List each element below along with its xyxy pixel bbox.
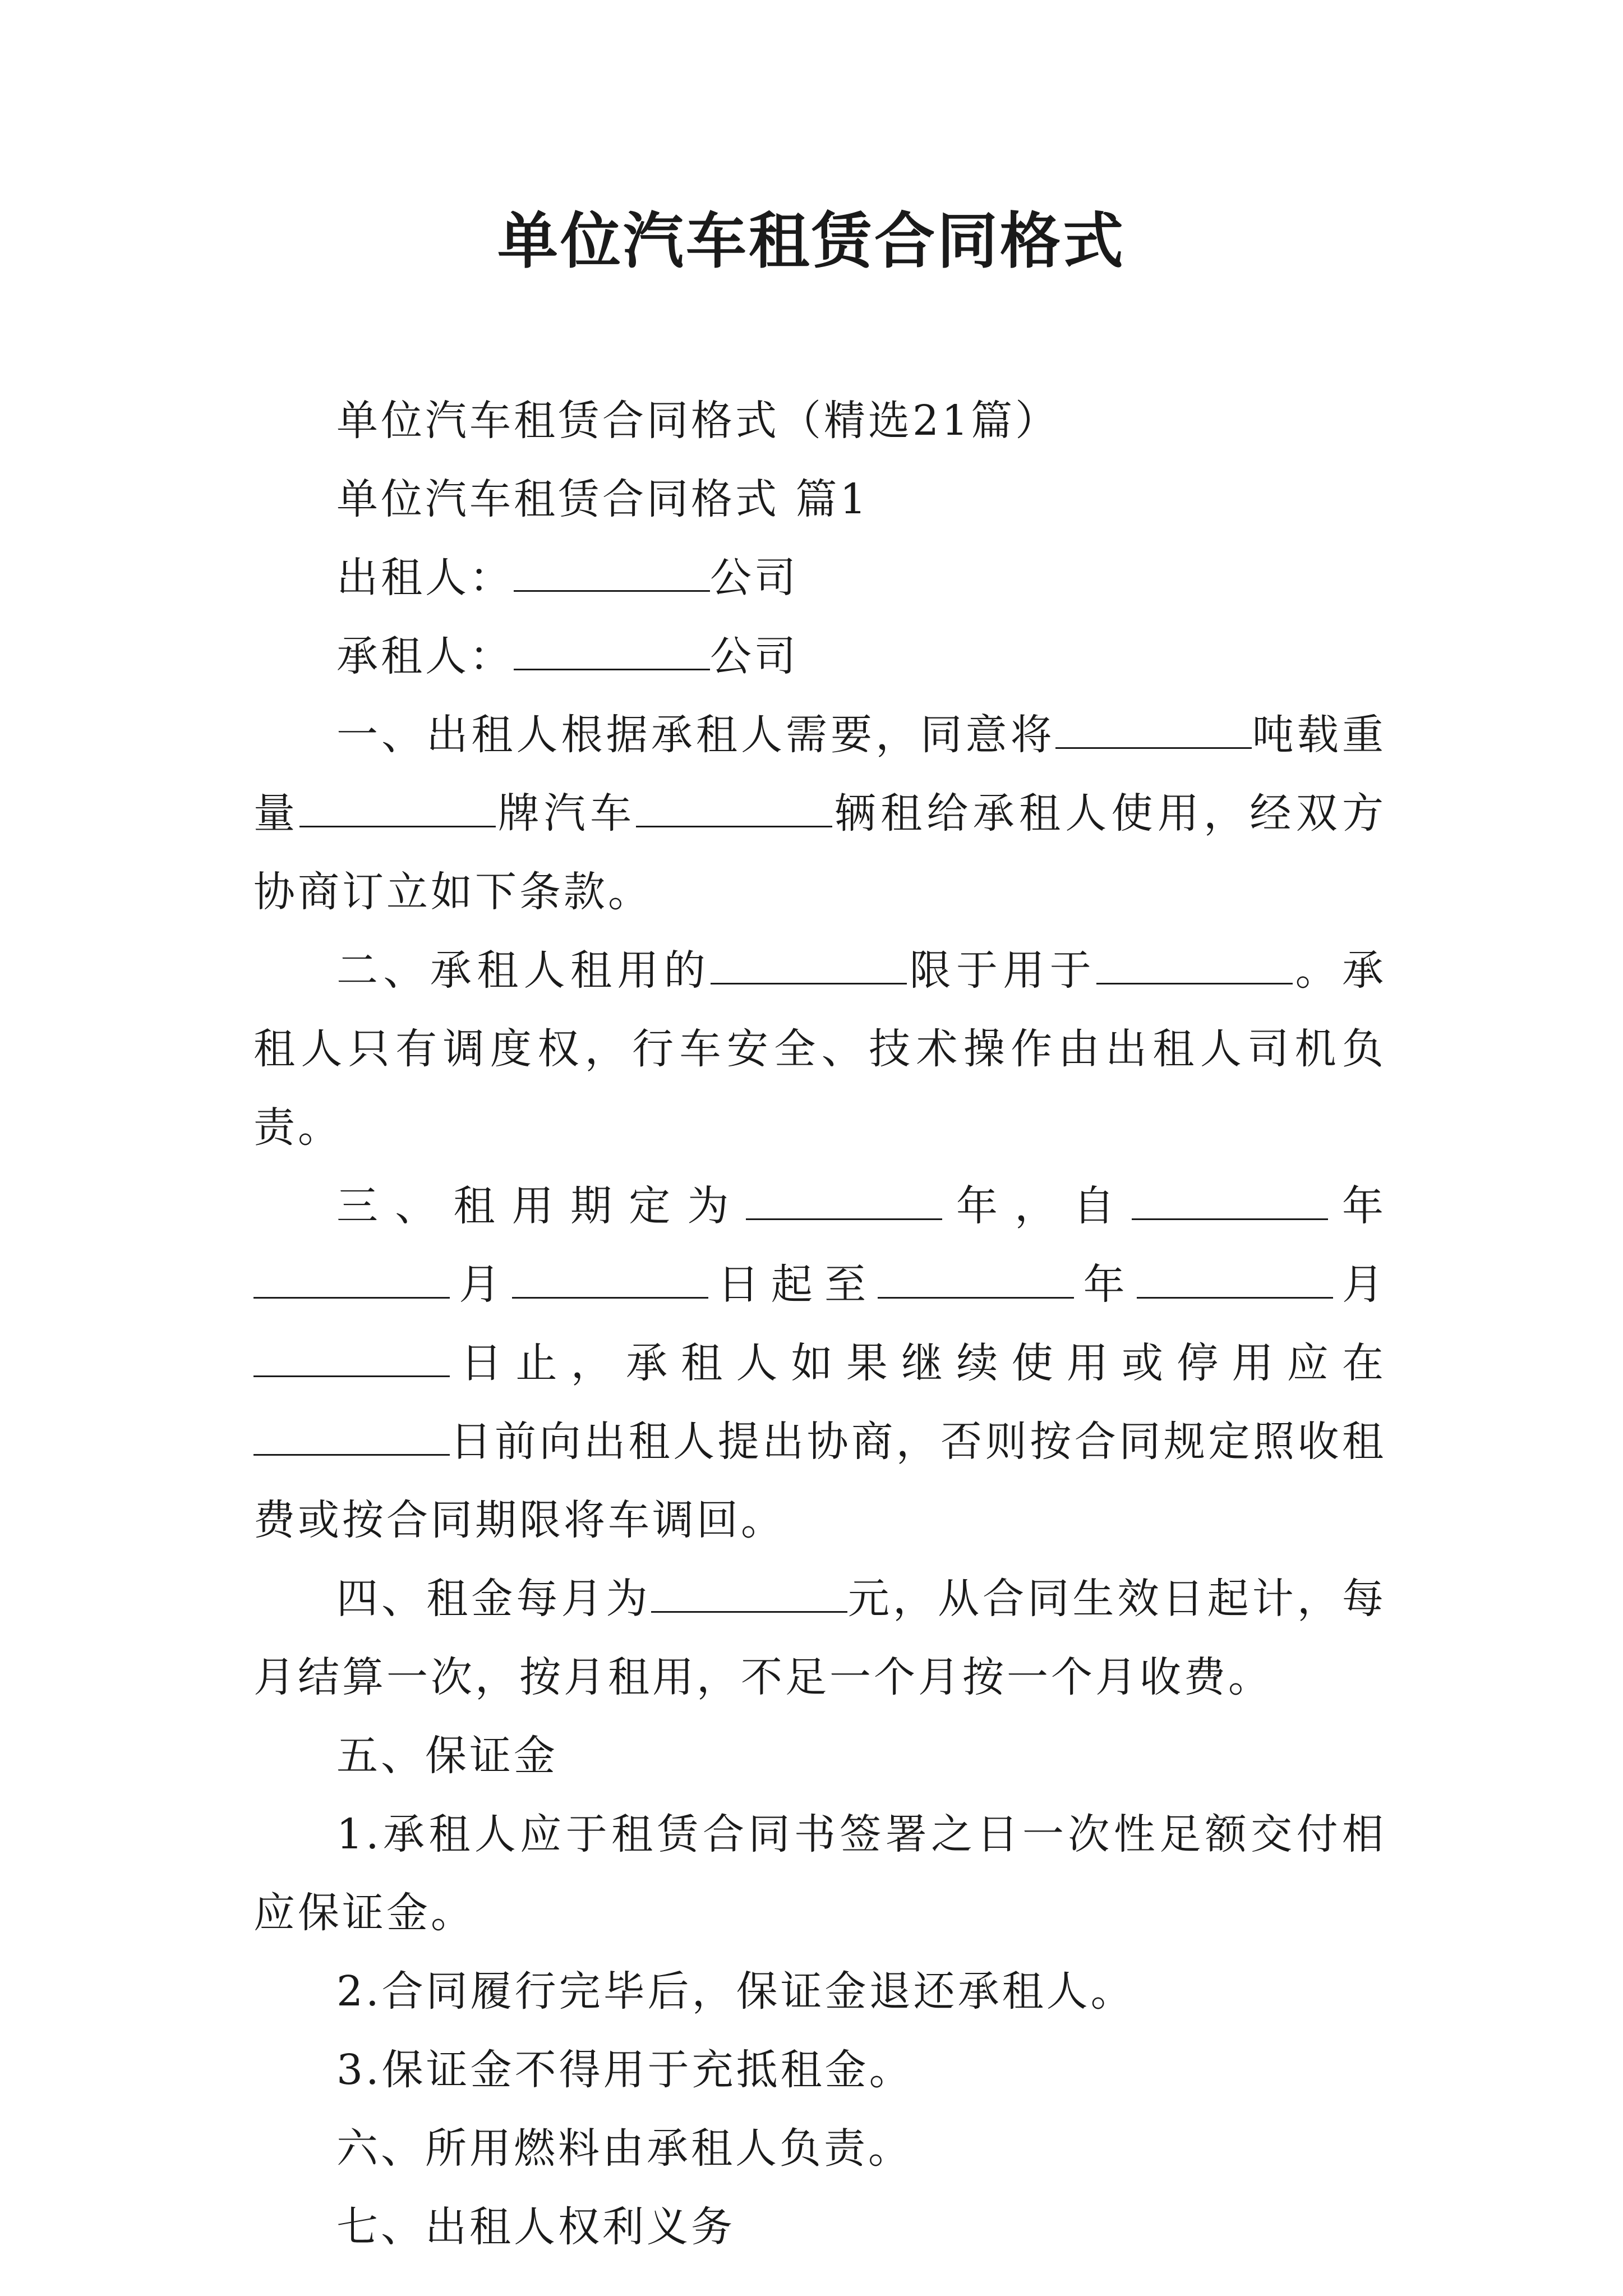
clause-5-item-2: 2.合同履行完毕后，保证金退还承租人。 — [336, 1967, 1135, 2016]
clause-3-text-g: 月 — [1332, 1260, 1387, 1309]
clause-3-blank-start-month — [253, 1254, 450, 1299]
lessor-suffix: 公司 — [710, 554, 799, 602]
document-body — [253, 381, 1386, 2266]
clause-2 — [253, 931, 1386, 1167]
lessee-suffix: 公司 — [710, 632, 799, 680]
clause-2-text-b: 限于用于 — [907, 946, 1097, 995]
section-heading: 单位汽车租赁合同格式 篇1 — [336, 475, 869, 523]
clause-3-text-h: 日止，承租人如果继续使用或停用应在 — [450, 1339, 1386, 1387]
lessee-blank — [514, 626, 710, 670]
clause-3 — [253, 1167, 1386, 1559]
clause-3-text-d: 月 — [450, 1260, 513, 1309]
clause-4-blank-rent — [651, 1568, 847, 1613]
clause-2-blank-purpose — [1096, 940, 1293, 984]
clause-4 — [253, 1559, 1386, 1717]
clause-3-blank-end-month — [1137, 1254, 1333, 1299]
clause-1-text-b: 吨载重量 — [253, 711, 1387, 838]
clause-3-text-b: 年，自 — [942, 1182, 1132, 1230]
document-subtitle: 单位汽车租赁合同格式（精选21篇） — [336, 397, 1060, 445]
clause-5-item-3: 3.保证金不得用于充抵租金。 — [336, 2046, 914, 2094]
clause-3-text-f: 年 — [1074, 1260, 1137, 1309]
clause-4-text-b: 元，从合同生效日起计，每月结算一次，按月租用，不足一个月按一个月收费。 — [253, 1575, 1387, 1701]
clause-5-heading: 五、保证金 — [336, 1732, 558, 1780]
clause-1-text-d: 辆租给承租人使用，经双方协商订立如下条款。 — [253, 789, 1387, 916]
clause-3-blank-notice — [253, 1411, 450, 1456]
clause-2-text-c: 。承租人只有调度权，行车安全、技术操作由出租人司机负责。 — [253, 946, 1387, 1152]
clause-3-blank-end-year — [878, 1254, 1074, 1299]
lessor-blank — [514, 547, 710, 592]
clause-3-blank-start-year — [1132, 1176, 1328, 1220]
clause-3-text-a: 三、租用期定为 — [336, 1182, 746, 1230]
clause-3-blank-term — [746, 1176, 942, 1220]
clause-1-blank-count — [636, 783, 832, 827]
clause-1-text-c: 牌汽车 — [496, 789, 637, 838]
clause-3-text-e: 日起至 — [708, 1260, 878, 1309]
lessee-line — [253, 617, 1386, 696]
clause-7-heading: 七、出租人权利义务 — [336, 2203, 735, 2251]
lessor-label: 出租人： — [336, 554, 514, 602]
lessee-label: 承租人： — [336, 632, 514, 680]
document-title: 单位汽车租赁合同格式 — [497, 206, 1126, 277]
clause-1-text-a: 一、出租人根据承租人需要，同意将 — [336, 711, 1055, 759]
clause-2-blank-vehicle — [711, 940, 907, 984]
clause-3-text-i: 日前向出租人提出协商，否则按合同规定照收租费或按合同期限将车调回。 — [253, 1418, 1386, 1544]
clause-4-text-a: 四、租金每月为 — [336, 1575, 651, 1623]
clause-1-blank-tonnage — [1055, 705, 1252, 749]
clause-2-text-a: 二、承租人租用的 — [336, 946, 711, 995]
lessor-line — [253, 539, 1386, 617]
clause-1-blank-brand — [299, 783, 496, 827]
clause-1 — [253, 696, 1386, 931]
clause-6: 六、所用燃料由承租人负责。 — [336, 2124, 912, 2173]
clause-3-blank-start-day — [512, 1254, 708, 1299]
clause-3-blank-end-day — [253, 1333, 450, 1377]
clause-5-item-1: 1.承租人应于租赁合同书签署之日一次性足额交付相应保证金。 — [253, 1810, 1386, 1937]
clause-3-text-c: 年 — [1327, 1182, 1386, 1230]
